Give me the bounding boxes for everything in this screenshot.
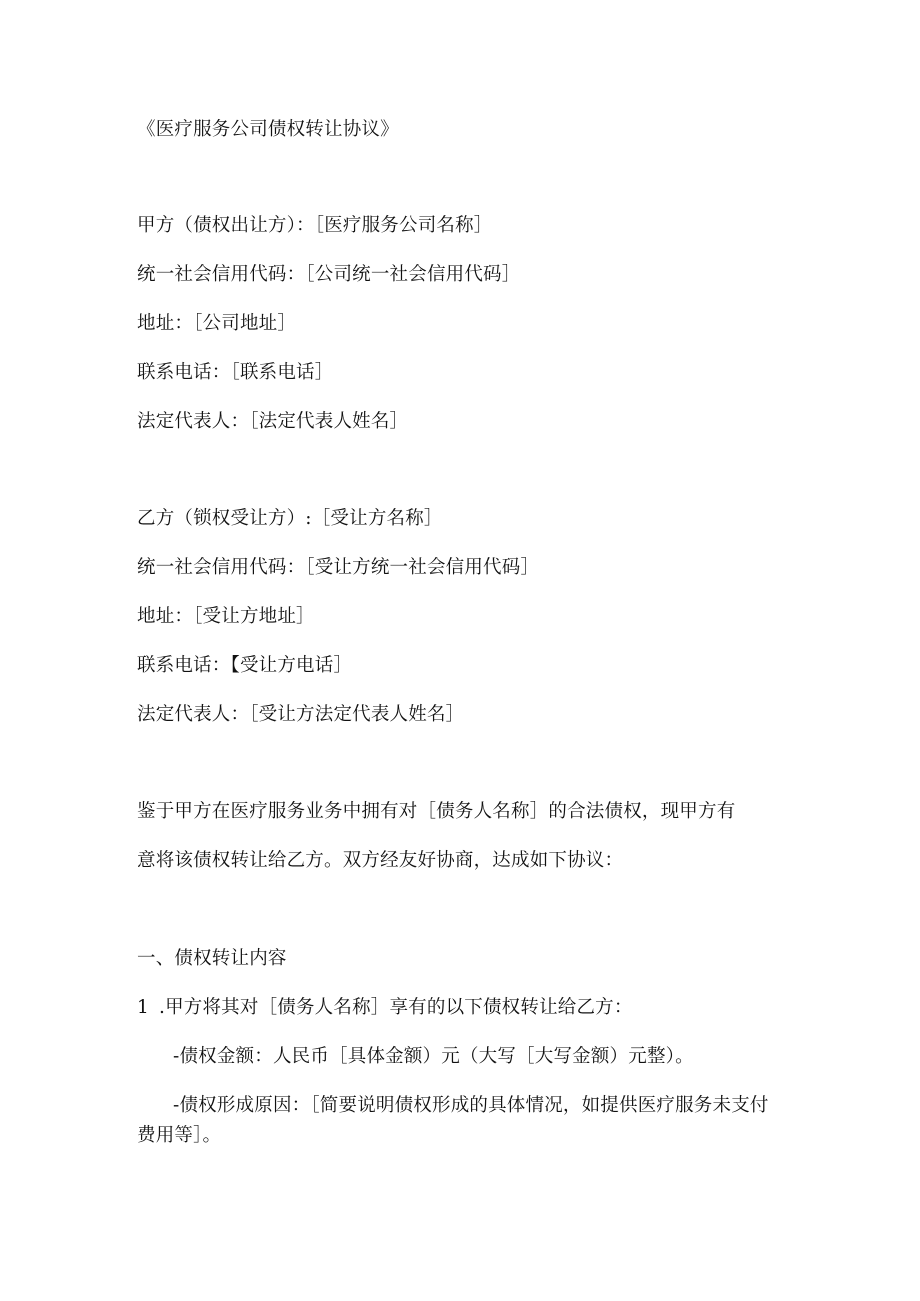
bullet-reason-text: -债权形成原因：［简要说明债权形成的具体情况，如提供医疗服务未支付费用等］。: [137, 1095, 769, 1146]
party-a-phone: 联系电话：［联系电话］: [137, 362, 334, 383]
item-1-text: .甲方将其对［债务人名称］享有的以下债权转让给乙方：: [159, 997, 633, 1018]
bullet-amount: -债权金额：人民币［具体金额）元（大写［大写金额）元整）。: [173, 1046, 694, 1067]
party-b-phone: 联系电话：【受让方电话］: [137, 655, 353, 676]
party-b-name: 乙方（锁权受让方）:［受让方名称］: [137, 508, 443, 529]
party-b-legal-rep: 法定代表人：［受让方法定代表人姓名］: [137, 704, 465, 725]
preamble-line-2: 意将该债权转让给乙方。双方经友好协商，达成如下协议：: [137, 850, 624, 871]
section-1-heading: 一、债权转让内容: [137, 948, 287, 969]
preamble-line-1: 鉴于甲方在医疗服务业务中拥有对［债务人名称］的合法债权，现甲方有: [137, 801, 736, 822]
party-a-credit-code: 统一社会信用代码：［公司统一社会信用代码］: [137, 264, 521, 285]
item-1: [137, 996, 633, 1020]
document-title: 《医疗服务公司债权转让协议》: [137, 119, 399, 140]
party-b-credit-code: 统一社会信用代码：［受让方统一社会信用代码］: [137, 557, 540, 578]
item-1-number: 1: [137, 997, 149, 1018]
party-a-name: 甲方（债权出让方）：［医疗服务公司名称］: [137, 215, 493, 236]
bullet-reason: [137, 1091, 782, 1151]
party-a-address: 地址：［公司地址］: [137, 313, 297, 334]
party-b-address: 地址：［受让方地址］: [137, 606, 315, 627]
party-a-legal-rep: 法定代表人：［法定代表人姓名］: [137, 411, 409, 432]
